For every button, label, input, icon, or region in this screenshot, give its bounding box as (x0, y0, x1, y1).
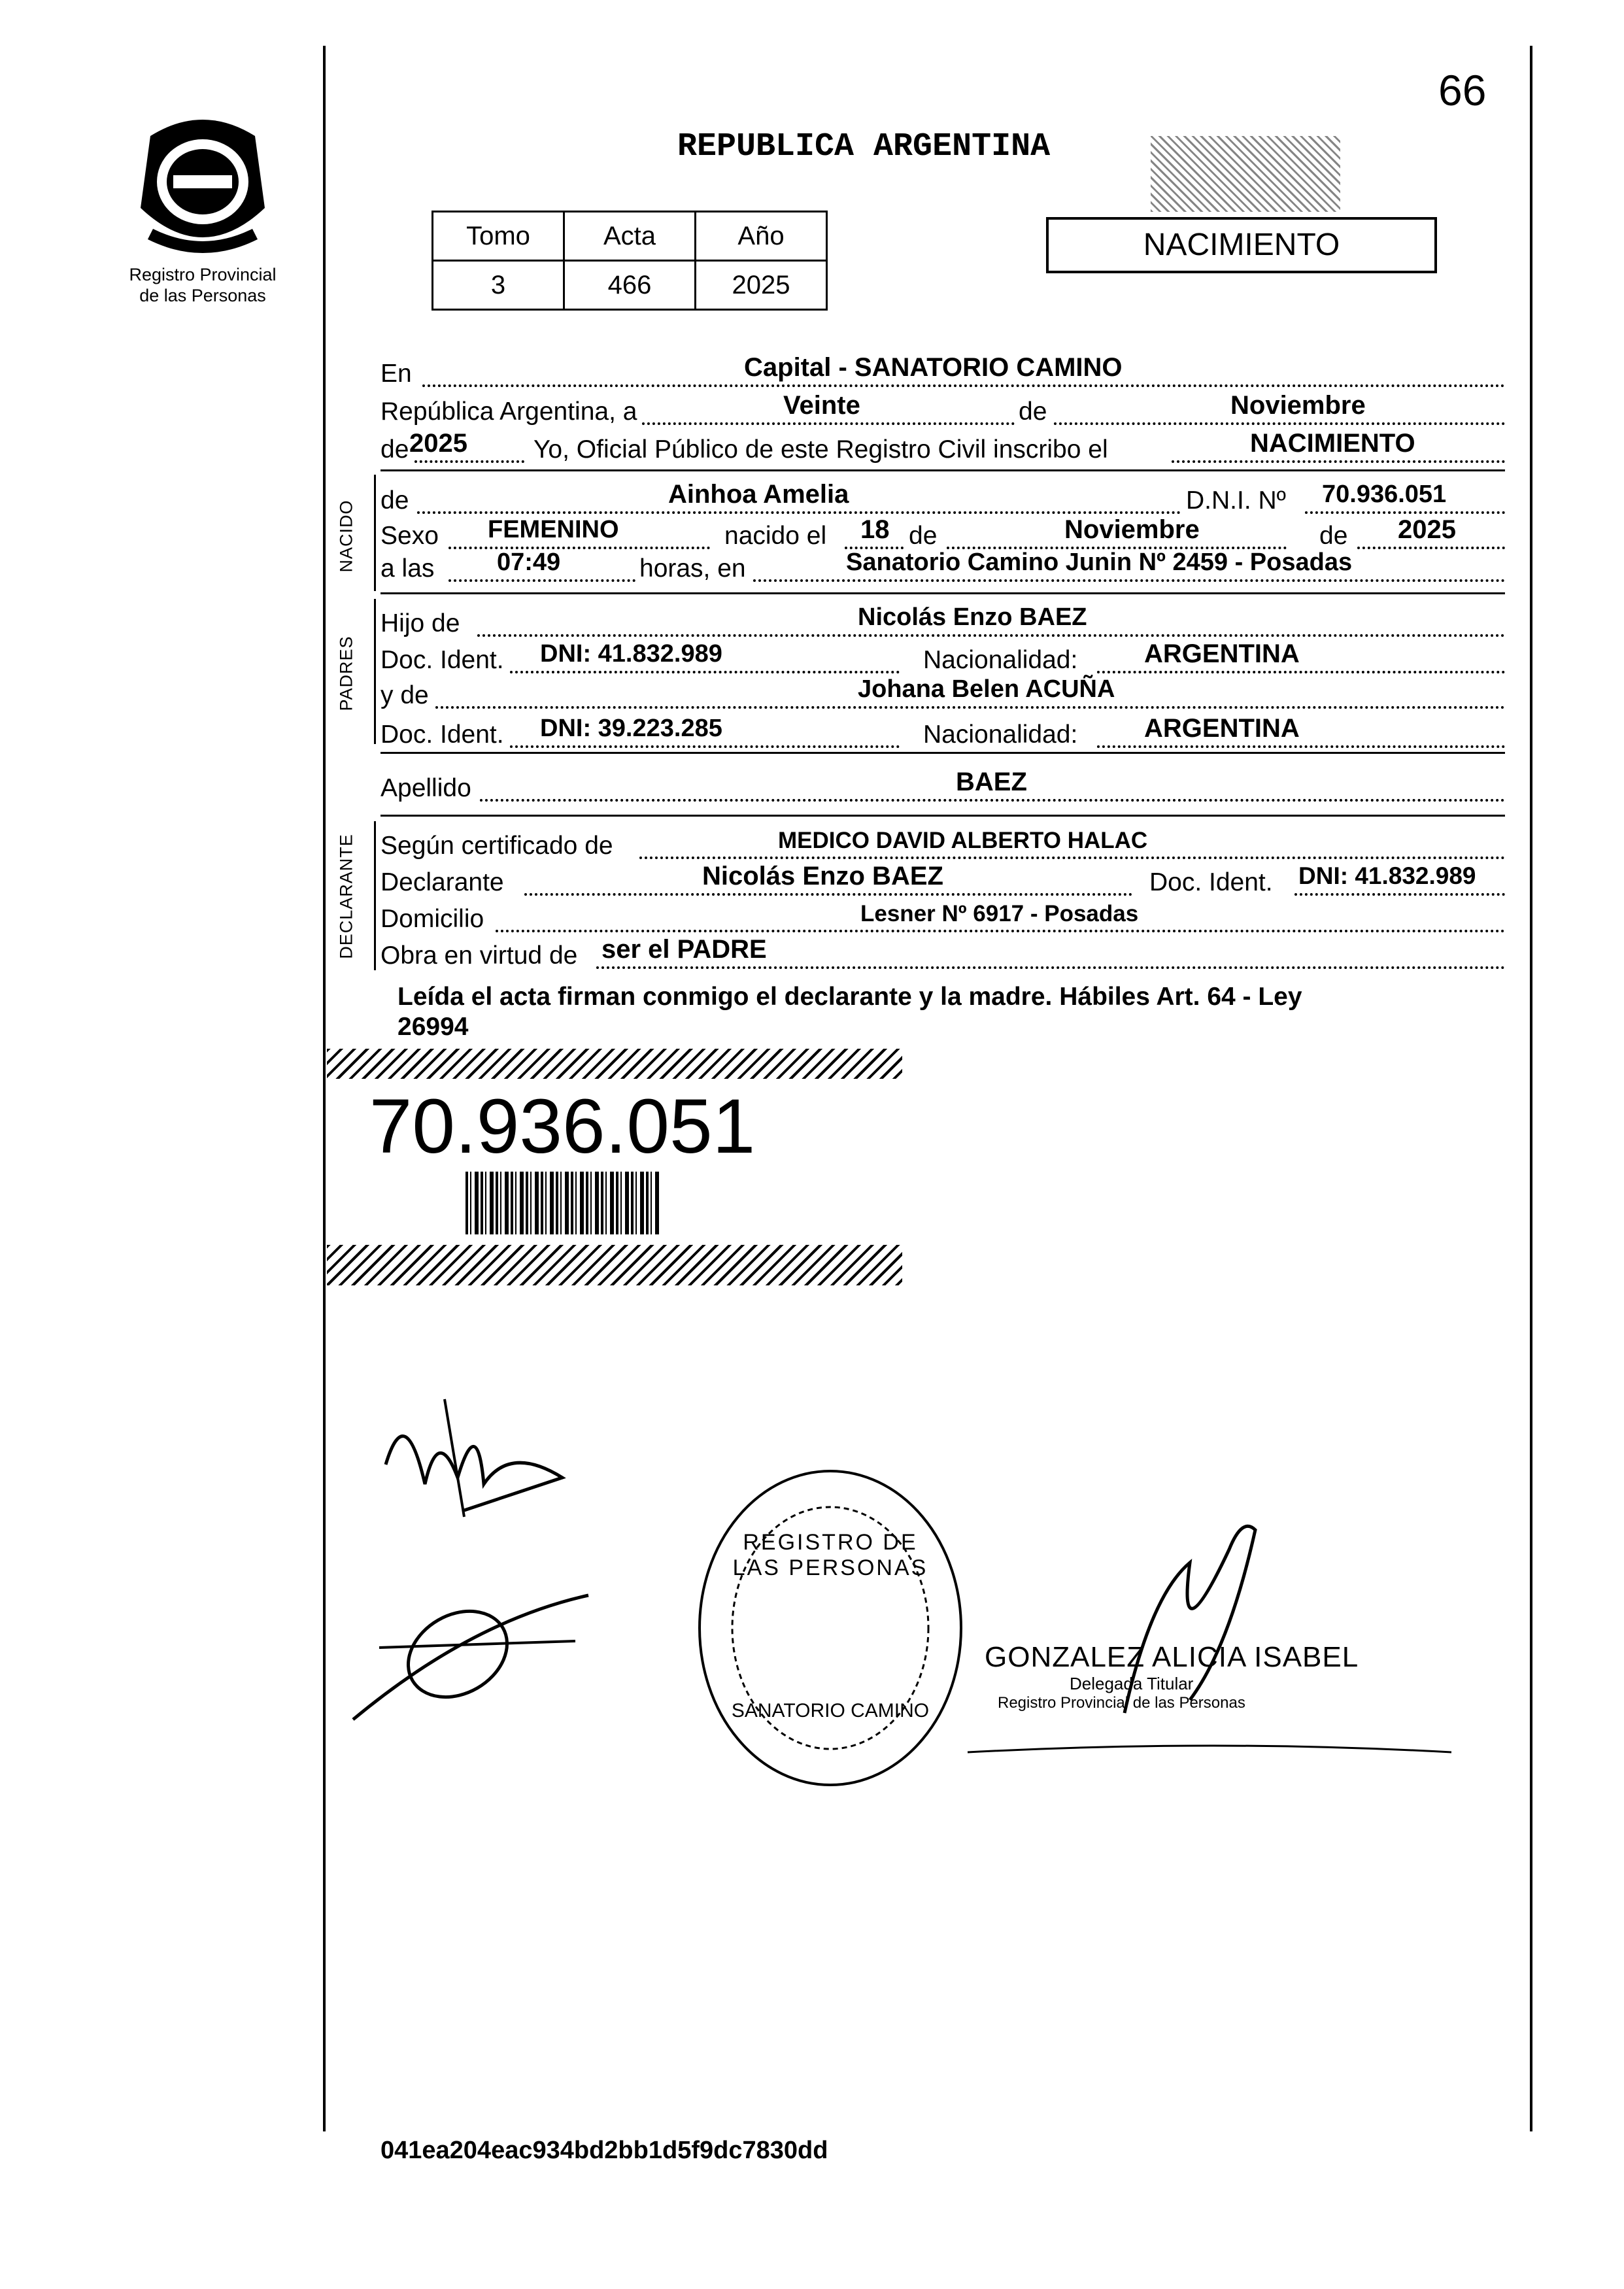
birth-place: Sanatorio Camino Junin Nº 2459 - Posadas (846, 549, 1353, 576)
barcode-number: 70.936.051 (369, 1083, 756, 1170)
table-value-acta: 466 (564, 261, 696, 310)
registry-name (105, 264, 301, 306)
en-label: En (381, 360, 412, 388)
padres-side-label: PADRES (336, 636, 356, 711)
stamp-ring-text: REGISTRO DE LAS PERSONAS (732, 1530, 928, 1580)
padres-bracket (374, 599, 376, 744)
official-title: Delegada Titular (1070, 1674, 1194, 1693)
official-name-stamp (985, 1641, 1377, 1712)
right-margin-line (1530, 46, 1532, 2131)
declarante-name: Nicolás Enzo BAEZ (702, 862, 943, 890)
sexo-label: Sexo (381, 522, 439, 550)
official-name: GONZALEZ ALICIA ISABEL (985, 1641, 1359, 1673)
closing-statement (398, 982, 1509, 1042)
mother-signature (340, 1569, 601, 1739)
left-margin-line (323, 46, 326, 2131)
mother-name: Johana Belen ACUÑA (858, 675, 1115, 703)
mother-doc: DNI: 39.223.285 (540, 715, 722, 742)
republica-label: República Argentina, a (381, 398, 637, 426)
nacido-side-label: NACIDO (336, 500, 356, 573)
security-watermark (1151, 136, 1340, 212)
separator (381, 592, 1505, 594)
official-signature (955, 1465, 1530, 1791)
registration-year: 2025 (409, 429, 467, 458)
closing-line-1: Leída el acta firman conmigo el declarante y la madre. Hábiles Art. 64 - Ley (398, 983, 1302, 1011)
separator (381, 469, 1505, 471)
official-registry: Registro Provincial de las Personas (998, 1694, 1245, 1712)
de-label: de (381, 435, 409, 464)
barcode-bars (465, 1172, 659, 1234)
registration-place: Capital - SANATORIO CAMINO (744, 353, 1123, 382)
nacionalidad-label: Nacionalidad: (923, 646, 1078, 674)
registry-name-line1: Registro Provincial (129, 265, 277, 284)
child-sex: FEMENINO (488, 516, 619, 543)
padres-line-4 (381, 715, 1505, 755)
birth-year: 2025 (1398, 515, 1456, 544)
apellido-value: BAEZ (956, 768, 1027, 796)
country-title: REPUBLICA ARGENTINA (677, 128, 1051, 165)
nacionalidad-label: Nacionalidad: (923, 721, 1078, 749)
page-number: 66 (1438, 66, 1487, 114)
doc-ident-label: Doc. Ident. (1149, 868, 1273, 896)
official-stamp (693, 1465, 968, 1791)
declarante-bracket (374, 821, 376, 970)
de-label: de (1019, 398, 1047, 426)
apellido-line (381, 769, 1505, 808)
barcode-band-bottom (327, 1245, 902, 1285)
nacido-bracket (374, 475, 376, 591)
registry-name-line2: de las Personas (139, 286, 266, 305)
de-label: de (1319, 522, 1348, 550)
doc-ident-label: Doc. Ident. (381, 646, 504, 674)
father-nationality: ARGENTINA (1144, 639, 1300, 668)
child-dni: 70.936.051 (1322, 481, 1447, 508)
table-value-tomo: 3 (433, 261, 564, 310)
de-label: de (909, 522, 938, 550)
nacido-el-label: nacido el (724, 522, 827, 550)
record-table (431, 211, 828, 311)
doc-type-label: NACIMIENTO (1143, 228, 1340, 262)
horas-label: horas, en (639, 554, 746, 583)
barcode-band-top (327, 1049, 902, 1079)
declarante-label: Declarante (381, 868, 504, 896)
registration-month: Noviembre (1230, 391, 1366, 420)
birth-month: Noviembre (1064, 515, 1200, 544)
registration-day: Veinte (783, 391, 860, 420)
doc-ident-label: Doc. Ident. (381, 721, 504, 749)
child-name: Ainhoa Amelia (668, 480, 849, 509)
certificado-value: MEDICO DAVID ALBERTO HALAC (778, 828, 1148, 853)
domicilio-value: Lesner Nº 6917 - Posadas (860, 901, 1139, 926)
certificado-label: Según certificado de (381, 832, 613, 860)
declarant-signature (366, 1386, 588, 1550)
document-hash: 041ea204eac934bd2bb1d5f9dc7830dd (381, 2137, 828, 2164)
table-value-anio: 2025 (696, 261, 827, 310)
father-doc: DNI: 41.832.989 (540, 640, 722, 668)
separator (381, 815, 1505, 817)
a-las-label: a las (381, 554, 435, 583)
act-type: NACIMIENTO (1250, 429, 1415, 458)
declarante-line-4 (381, 936, 1505, 975)
de-label: de (381, 486, 409, 515)
birth-day: 18 (860, 515, 890, 544)
mother-nationality: ARGENTINA (1144, 714, 1300, 743)
birth-time: 07:49 (497, 549, 561, 576)
province-seal-logo (124, 110, 281, 260)
domicilio-label: Domicilio (381, 905, 484, 933)
declarante-doc: DNI: 41.832.989 (1298, 862, 1476, 889)
table-header-acta: Acta (564, 212, 696, 261)
father-name: Nicolás Enzo BAEZ (858, 603, 1087, 631)
closing-line-2: 26994 (398, 1013, 469, 1041)
apellido-label: Apellido (381, 774, 471, 802)
nacido-line-3 (381, 549, 1505, 588)
separator (381, 752, 1505, 754)
obra-label: Obra en virtud de (381, 941, 578, 970)
doc-type-box (1046, 217, 1437, 273)
hijo-de-label: Hijo de (381, 609, 460, 637)
declarante-side-label: DECLARANTE (336, 834, 356, 959)
barcode-block (327, 1049, 902, 1285)
dni-label: D.N.I. Nº (1186, 486, 1286, 515)
table-header-anio: Año (696, 212, 827, 261)
intro-line-3 (381, 430, 1505, 469)
table-header-tomo: Tomo (433, 212, 564, 261)
oficial-text: Yo, Oficial Público de este Registro Civil inscribo el (533, 435, 1108, 464)
declarante-line-3 (381, 900, 1505, 939)
y-de-label: y de (381, 681, 429, 709)
stamp-bottom-text: SANATORIO CAMINO (731, 1700, 930, 1721)
obra-value: ser el PADRE (601, 935, 767, 964)
